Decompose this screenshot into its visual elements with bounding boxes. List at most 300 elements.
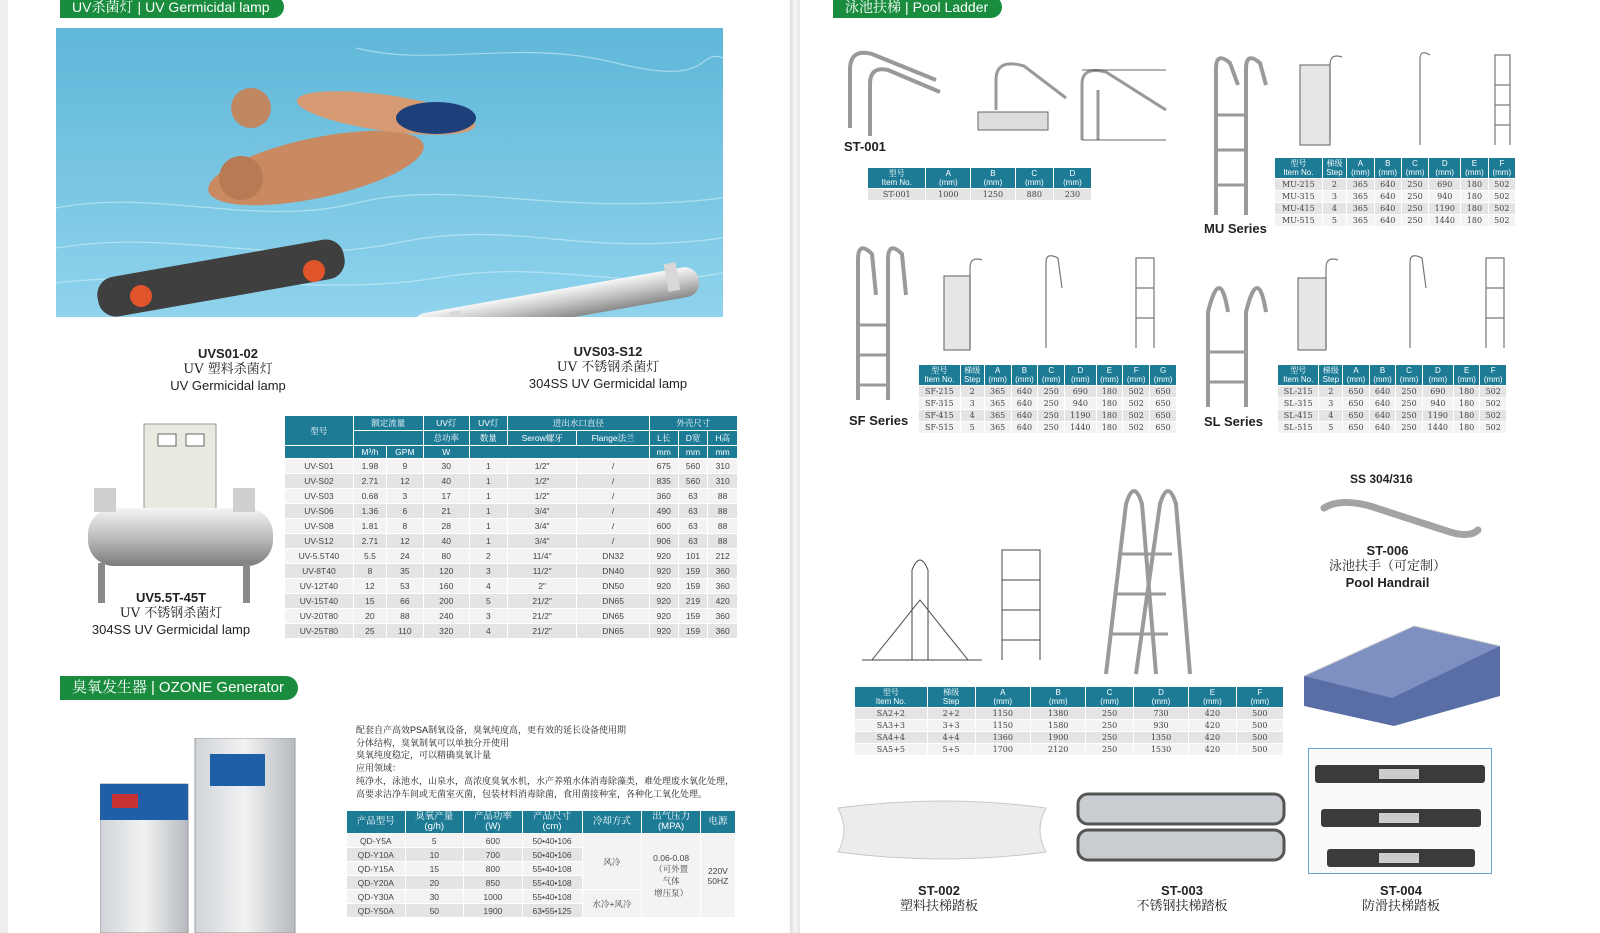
table-cell: 1530 [1133, 744, 1188, 756]
ozone-desc-line: 应用领域： [356, 763, 402, 774]
ozone-section-header [60, 676, 298, 700]
table-cell: 1190 [1429, 203, 1461, 215]
table-cell: 502 [1480, 410, 1507, 422]
ladder-col-header: F (mm) [1123, 365, 1150, 386]
col-uv-lamp: UV灯 [423, 416, 469, 431]
table-cell: 4 [469, 624, 507, 639]
table-cell: UV-S08 [285, 519, 354, 534]
ozone-col-header: 产品功率 (W) [464, 811, 523, 834]
uv-spec-table [284, 415, 738, 639]
table-cell: 5 [469, 594, 507, 609]
table-cell: 66 [386, 594, 423, 609]
table-cell: 63 [678, 504, 708, 519]
table-cell: 17 [423, 489, 469, 504]
unit-mm: mm [678, 446, 708, 459]
product-name-cn: UV 不锈钢杀菌灯 [119, 606, 223, 621]
ladder-col-header: C (mm) [1015, 168, 1053, 189]
table-cell: 600 [649, 519, 678, 534]
table-cell: 219 [678, 594, 708, 609]
table-row [1278, 422, 1507, 434]
ladder-col-header: C (mm) [1401, 158, 1428, 179]
table-cell: 420 [708, 594, 738, 609]
table-cell: 1.36 [353, 504, 386, 519]
table-cell: 159 [678, 579, 708, 594]
col-screw: Serow螺牙 [507, 431, 577, 446]
table-cell: 940 [1429, 191, 1461, 203]
table-cell: 920 [649, 579, 678, 594]
table-cell: 3/4" [507, 534, 577, 549]
table-cell: 120 [423, 564, 469, 579]
table-cell: 250 [1396, 422, 1423, 434]
table-cell: 240 [423, 609, 469, 624]
product-model: UV5.5T-45T [135, 590, 207, 605]
sa-a-frame-ladder-image [1086, 474, 1196, 680]
table-cell: 1000 [926, 189, 971, 201]
sl-spec-table [1277, 364, 1507, 434]
ladder-col-header: E (mm) [1096, 365, 1123, 386]
ladder-header-sep: | [905, 0, 909, 15]
ladder-col-header: F (mm) [1480, 365, 1507, 386]
tread-name-cn: 不锈钢扶梯踏板 [1136, 899, 1228, 914]
uv-header-cn: UV杀菌灯 [72, 0, 134, 15]
table-cell: UV-20T80 [285, 609, 354, 624]
table-cell: 21/2" [507, 624, 577, 639]
table-cell: 180 [1461, 179, 1488, 191]
tread-name-cn: 塑料扶梯踏板 [899, 899, 978, 914]
table-cell: / [577, 519, 649, 534]
col-height: H高 [708, 431, 738, 446]
table-cell: 63 [678, 489, 708, 504]
table-cell: MU-315 [1275, 191, 1323, 203]
plastic-tread-image [834, 800, 1049, 860]
table-row [285, 594, 738, 609]
table-cell: QD-Y30A [347, 890, 406, 904]
ladder-col-header: D (mm) [1429, 158, 1461, 179]
sf-ladder-drawings [936, 248, 1186, 358]
table-cell: 640 [1369, 410, 1396, 422]
handrail-caption [1300, 543, 1475, 591]
table-cell: 502 [1480, 386, 1507, 398]
table-cell: 920 [649, 609, 678, 624]
table-cell: / [577, 489, 649, 504]
table-cell: SF-315 [919, 398, 961, 410]
table-cell: 4 [1319, 410, 1343, 422]
ladder-col-header: 梯级 Step [1322, 158, 1347, 179]
table-cell: UV-S06 [285, 504, 354, 519]
table-cell: QD-Y10A [347, 848, 406, 862]
table-row [1275, 203, 1516, 215]
table-row [285, 504, 738, 519]
col-flow: 额定流量 [353, 416, 423, 431]
table-cell: 650 [1343, 386, 1370, 398]
table-cell: 640 [1011, 422, 1038, 434]
table-cell: 88 [708, 504, 738, 519]
handrail-material: SS 304/316 [1350, 472, 1413, 486]
ladder-col-header: A (mm) [984, 365, 1011, 386]
table-cell: 1190 [1065, 410, 1096, 422]
table-cell: SF-215 [919, 386, 961, 398]
table-cell: 835 [649, 474, 678, 489]
sf-ladder-image [848, 240, 918, 410]
right-page [800, 0, 1600, 933]
table-cell: 1360 [975, 732, 1030, 744]
table-cell: 880 [1015, 189, 1053, 201]
table-cell: 690 [1065, 386, 1096, 398]
table-row [919, 422, 1177, 434]
ozone-col-header: 产品尺寸 (cm) [522, 811, 582, 834]
table-cell: 250 [1038, 422, 1065, 434]
table-cell: 930 [1133, 720, 1188, 732]
table-cell: UV-S02 [285, 474, 354, 489]
table-row [285, 534, 738, 549]
table-row [285, 474, 738, 489]
table-cell: 730 [1133, 708, 1188, 720]
table-cell: 250 [1086, 732, 1133, 744]
table-cell: / [577, 459, 649, 474]
table-cell: 3/4" [507, 504, 577, 519]
table-cell: 640 [1369, 386, 1396, 398]
table-cell: 1/2" [507, 459, 577, 474]
table-row [1278, 410, 1507, 422]
table-cell: 11/4" [507, 549, 577, 564]
table-cell: 250 [1401, 179, 1428, 191]
tread-model: ST-002 [918, 883, 960, 898]
table-cell: 640 [1374, 203, 1401, 215]
table-cell: 8 [353, 564, 386, 579]
col-blank [469, 446, 649, 459]
pool-tile-corner-image [1304, 606, 1500, 726]
table-cell: 2 [1322, 179, 1347, 191]
table-cell: 1 [469, 474, 507, 489]
col-model: 型号 [285, 416, 354, 446]
table-cell: 365 [1347, 203, 1374, 215]
pool-swimmers-photo [56, 28, 723, 317]
table-cell: 500 [1236, 708, 1283, 720]
table-cell: 12 [386, 534, 423, 549]
table-cell: 160 [423, 579, 469, 594]
table-cell: 180 [1096, 398, 1123, 410]
table-row [919, 410, 1177, 422]
table-cell: 5 [960, 422, 984, 434]
table-cell: 360 [708, 609, 738, 624]
table-cell: 50•40•106 [522, 834, 582, 848]
table-cell: 180 [1461, 191, 1488, 203]
table-cell: MU-415 [1275, 203, 1323, 215]
table-cell: 4 [469, 579, 507, 594]
ozone-desc-line: 分体结构，臭氧制氧可以单独分开使用 [356, 737, 510, 748]
mu-series-label: MU Series [1204, 221, 1267, 236]
table-cell: 640 [1369, 422, 1396, 434]
mu-ladder-drawings [1280, 45, 1520, 150]
ladder-col-header: A (mm) [1343, 365, 1370, 386]
ozone-header-sep: | [151, 679, 155, 696]
table-cell: 1150 [975, 720, 1030, 732]
table-row [1275, 215, 1516, 227]
table-cell: 650 [1150, 386, 1177, 398]
table-cell: 5 [405, 834, 464, 848]
table-cell: 12 [353, 579, 386, 594]
table-cell: 1350 [1133, 732, 1188, 744]
table-cell: 420 [1189, 720, 1236, 732]
table-row [919, 386, 1177, 398]
table-row [919, 398, 1177, 410]
ladder-col-header: D (mm) [1065, 365, 1096, 386]
table-cell: 690 [1422, 386, 1453, 398]
table-cell: 1150 [975, 708, 1030, 720]
table-cell: 230 [1053, 189, 1091, 201]
table-cell: 24 [386, 549, 423, 564]
table-cell: 88 [708, 489, 738, 504]
table-cell: 640 [1374, 215, 1401, 227]
table-cell: 1 [469, 534, 507, 549]
table-cell: SL-515 [1278, 422, 1319, 434]
table-cell: 3 [469, 564, 507, 579]
table-row [1278, 398, 1507, 410]
col-blank [285, 446, 354, 459]
table-cell: 1/2" [507, 489, 577, 504]
table-cell: 250 [1038, 410, 1065, 422]
ozone-desc-line: 纯净水，泳池水，山泉水，高浓度臭氧水机，水产养殖水体消毒除藻类，难处理废水氧化处理， [356, 775, 735, 786]
table-cell: UV-S01 [285, 459, 354, 474]
table-cell: 920 [649, 564, 678, 579]
power-cell: 220V 50HZ [700, 834, 735, 918]
table-cell: 850 [464, 876, 523, 890]
table-cell: 180 [1453, 422, 1480, 434]
table-cell: 180 [1461, 215, 1488, 227]
table-cell: 502 [1480, 398, 1507, 410]
table-cell: 10 [405, 848, 464, 862]
table-cell: 940 [1065, 398, 1096, 410]
unit-m3h: M³/h [353, 446, 386, 459]
handrail-name-en: Pool Handrail [1345, 575, 1430, 590]
table-cell: 2 [1319, 386, 1343, 398]
table-cell: 180 [1461, 203, 1488, 215]
table-cell: 5 [1319, 422, 1343, 434]
table-row [285, 579, 738, 594]
table-cell: SA2+2 [855, 708, 928, 720]
table-cell: UV-S12 [285, 534, 354, 549]
table-cell: / [577, 474, 649, 489]
ladder-col-header: D (mm) [1422, 365, 1453, 386]
sf-series-label: SF Series [849, 413, 909, 428]
table-cell: 700 [464, 848, 523, 862]
table-cell: 11/2" [507, 564, 577, 579]
col-width: D宽 [678, 431, 708, 446]
table-cell: SF-515 [919, 422, 961, 434]
ozone-header-en: OZONE Generator [158, 679, 284, 696]
table-cell: 21 [423, 504, 469, 519]
table-cell: 63•55•125 [522, 904, 582, 918]
table-cell: 640 [1374, 179, 1401, 191]
table-cell: 1380 [1030, 708, 1085, 720]
table-cell: 650 [1343, 398, 1370, 410]
st001-label: ST-001 [844, 139, 886, 154]
table-cell: 500 [1236, 744, 1283, 756]
ladder-col-header: 型号 Item No. [1278, 365, 1319, 386]
table-cell: 55•40•108 [522, 876, 582, 890]
ladder-col-header: F (mm) [1236, 687, 1283, 708]
table-cell: 3+3 [927, 720, 975, 732]
table-cell: 502 [1123, 410, 1150, 422]
table-row [285, 519, 738, 534]
table-cell: 0.68 [353, 489, 386, 504]
table-cell: 250 [1401, 191, 1428, 203]
table-cell: 1 [469, 504, 507, 519]
unit-w: W [423, 446, 469, 459]
table-cell: 502 [1123, 422, 1150, 434]
table-cell: UV-S03 [285, 489, 354, 504]
cooling-cell: 风冷 [582, 834, 642, 890]
table-cell: 560 [678, 474, 708, 489]
ladder-col-header: G (mm) [1150, 365, 1177, 386]
table-cell: 5.5 [353, 549, 386, 564]
handrail-model: ST-006 [1366, 543, 1409, 558]
ladder-col-header: B (mm) [971, 168, 1016, 189]
table-cell: 180 [1096, 422, 1123, 434]
table-cell: 920 [649, 594, 678, 609]
table-cell: SA3+3 [855, 720, 928, 732]
ladder-col-header: 型号 Item No. [855, 687, 928, 708]
sf-spec-table [918, 364, 1177, 434]
sa-spec-table [854, 686, 1284, 756]
ladder-header-en: Pool Ladder [912, 0, 989, 15]
uv-header-sep: | [137, 0, 142, 15]
col-flange: Flange法兰 [577, 431, 649, 446]
table-cell: 360 [708, 579, 738, 594]
ozone-desc-line: 臭氧纯度稳定，可以精确臭氧计量 [356, 750, 492, 761]
unit-gpm: GPM [386, 446, 423, 459]
unit-mm: mm [649, 446, 678, 459]
ladder-col-header: C (mm) [1086, 687, 1133, 708]
table-cell: 4 [1322, 203, 1347, 215]
table-cell: UV-15T40 [285, 594, 354, 609]
sa-ladder-drawing [862, 540, 1062, 665]
unit-mm: mm [708, 446, 738, 459]
table-cell: 502 [1123, 386, 1150, 398]
tread-caption-st002 [884, 883, 994, 915]
table-cell: DN65 [577, 594, 649, 609]
table-cell: 28 [423, 519, 469, 534]
ozone-col-header: 出气压力 (MPA) [642, 811, 701, 834]
ladder-col-header: B (mm) [1374, 158, 1401, 179]
table-cell: 640 [1011, 386, 1038, 398]
table-cell: 650 [1150, 422, 1177, 434]
table-cell: 2120 [1030, 744, 1085, 756]
table-cell: 250 [1086, 708, 1133, 720]
ladder-col-header: D (mm) [1133, 687, 1188, 708]
col-blank [353, 431, 423, 446]
table-cell: 1.81 [353, 519, 386, 534]
table-cell: 2.71 [353, 474, 386, 489]
table-cell: 1/2" [507, 474, 577, 489]
table-cell: SL-315 [1278, 398, 1319, 410]
table-cell: 180 [1453, 386, 1480, 398]
pressure-cell: 0.06-0.08 （可外置 气体 增压泵） [642, 834, 701, 918]
table-cell: 250 [1401, 215, 1428, 227]
product-caption-uvs01 [148, 346, 308, 394]
table-cell: 650 [1343, 410, 1370, 422]
table-cell: QD-Y15A [347, 862, 406, 876]
table-cell: 180 [1453, 398, 1480, 410]
col-uv-lamp-qty: UV灯 [469, 416, 507, 431]
table-cell: 1440 [1065, 422, 1096, 434]
table-cell: 1 [469, 489, 507, 504]
table-cell: 1580 [1030, 720, 1085, 732]
table-cell: DN65 [577, 624, 649, 639]
ozone-header-cn: 臭氧发生器 [72, 679, 148, 696]
table-cell: 250 [1086, 720, 1133, 732]
table-cell: 50 [405, 904, 464, 918]
table-cell: 200 [423, 594, 469, 609]
table-cell: 30 [405, 890, 464, 904]
table-row [855, 720, 1284, 732]
table-cell: 212 [708, 549, 738, 564]
table-cell: DN32 [577, 549, 649, 564]
table-cell: MU-515 [1275, 215, 1323, 227]
table-cell: 88 [386, 609, 423, 624]
mu-spec-table [1274, 157, 1516, 227]
table-cell: 600 [464, 834, 523, 848]
table-cell: 800 [464, 862, 523, 876]
table-cell: 250 [1396, 410, 1423, 422]
ladder-col-header: A (mm) [975, 687, 1030, 708]
table-cell: 101 [678, 549, 708, 564]
ladder-header-cn: 泳池扶梯 [845, 0, 901, 15]
ladder-col-header: B (mm) [1030, 687, 1085, 708]
table-cell: 4+4 [927, 732, 975, 744]
table-cell: 1 [469, 519, 507, 534]
sl-ladder-image [1200, 262, 1275, 412]
cooling-cell: 水冷+风冷 [582, 890, 642, 918]
table-cell: 1900 [464, 904, 523, 918]
product-model: UVS01-02 [198, 346, 258, 361]
table-cell: 650 [1150, 410, 1177, 422]
ladder-col-header: B (mm) [1011, 365, 1038, 386]
col-qty: 数量 [469, 431, 507, 446]
table-cell: 180 [1453, 410, 1480, 422]
table-cell: 640 [1374, 191, 1401, 203]
table-cell: SL-415 [1278, 410, 1319, 422]
product-model: UVS03-S12 [573, 344, 643, 359]
pool-handrail-image [1310, 488, 1490, 548]
table-row [855, 732, 1284, 744]
table-cell: 20 [353, 609, 386, 624]
table-cell: 250 [1038, 398, 1065, 410]
ozone-description [356, 724, 776, 800]
table-cell: 365 [1347, 191, 1374, 203]
stainless-uv-system-image [68, 418, 283, 608]
table-cell: 1440 [1422, 422, 1453, 434]
table-cell: 3 [1322, 191, 1347, 203]
table-cell: 2" [507, 579, 577, 594]
table-row [855, 708, 1284, 720]
table-cell: 920 [649, 624, 678, 639]
ladder-col-header: D (mm) [1053, 168, 1091, 189]
table-cell: 640 [1011, 410, 1038, 422]
ozone-generator-image [100, 738, 310, 933]
table-row [285, 459, 738, 474]
table-cell: 250 [1086, 744, 1133, 756]
pool-ladder-header [833, 0, 1002, 18]
st001-spec-table [867, 167, 1092, 201]
table-cell: 250 [1396, 386, 1423, 398]
ladder-col-header: 梯级 Step [927, 687, 975, 708]
table-cell: 63 [678, 534, 708, 549]
ladder-col-header: 型号 Item No. [868, 168, 926, 189]
table-cell: 420 [1189, 744, 1236, 756]
table-cell: 5 [1322, 215, 1347, 227]
table-cell: SA4+4 [855, 732, 928, 744]
